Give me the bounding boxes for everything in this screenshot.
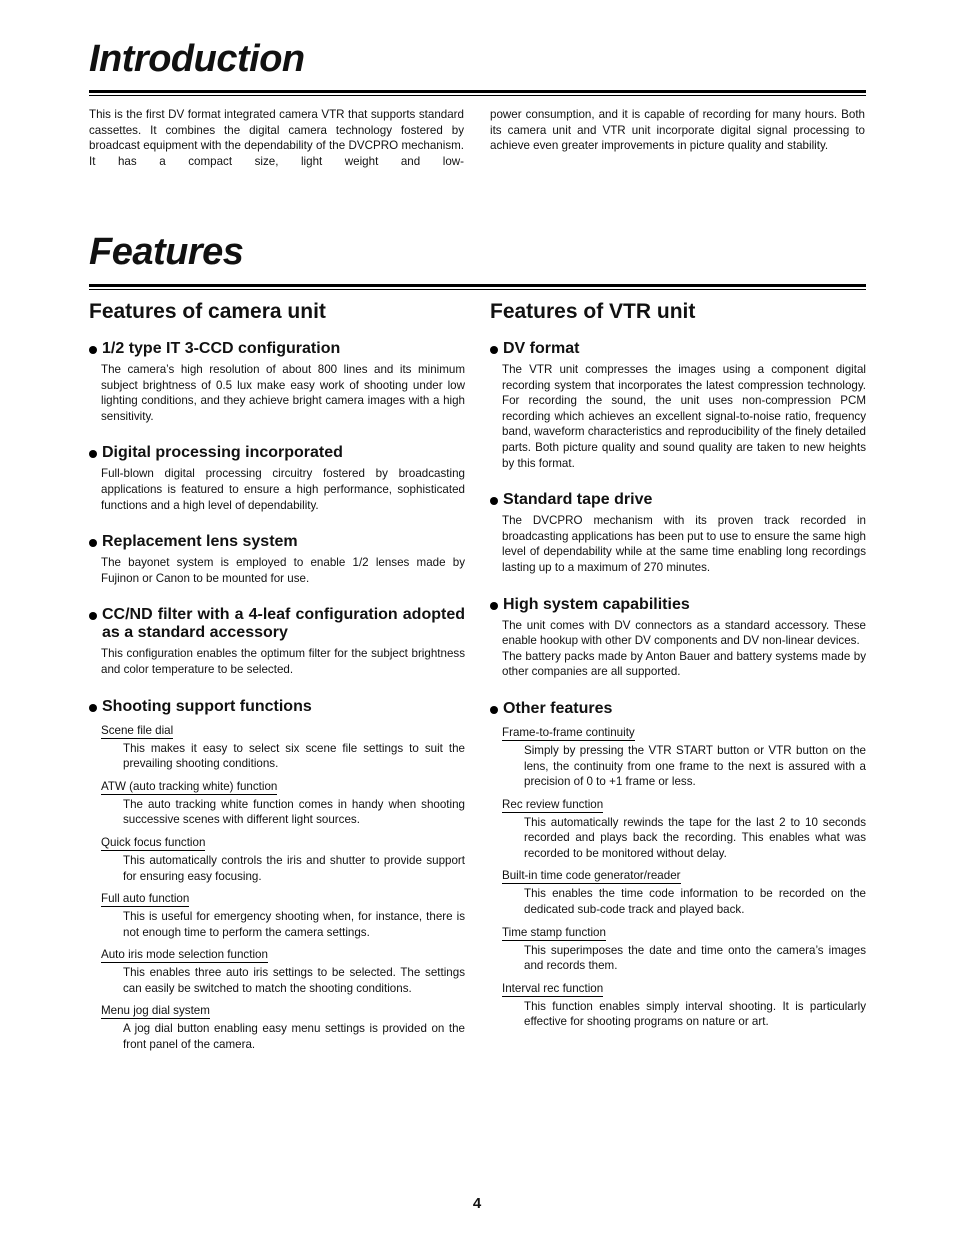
- subfeature-label: Menu jog dial system: [101, 1004, 210, 1018]
- feature-dv-format: [490, 340, 866, 471]
- feature-title: CC/ND filter with a 4-leaf configuration adopted as a standard accessory: [102, 606, 465, 642]
- subfeature-label: Scene file dial: [101, 723, 174, 737]
- subfeature-label: Frame-to-frame continuity: [502, 725, 635, 739]
- subfeature-body: This automatically controls the iris and shutter to provide support for ensuring easy focusing.: [123, 853, 465, 883]
- bullet-icon: [490, 346, 498, 354]
- subfeature-body: This function enables simply interval shooting. It is particularly effective for shooting programs on nature or art.: [524, 999, 866, 1029]
- feature-title: High system capabilities: [503, 595, 690, 613]
- feature-body: The battery packs made by Anton Bauer and battery systems made by other companies are all supported.: [502, 649, 866, 679]
- bullet-icon: [89, 346, 97, 354]
- feature-title: Digital processing incorporated: [102, 444, 343, 462]
- feature-title: Standard tape drive: [503, 491, 653, 509]
- feature-lens: [89, 533, 465, 586]
- feature-body: The bayonet system is employed to enable 1/2 lenses made by Fujinon or Canon to be mounted for use.: [101, 556, 465, 585]
- introduction-rule: [89, 90, 866, 96]
- subfeature-body: This is useful for emergency shooting when, for instance, there is not enough time to perform the camera settings.: [123, 910, 465, 939]
- feature-title: Other features: [503, 699, 613, 717]
- feature-body: The VTR unit compresses the images using a component digital recording system that incorporates the latest compression technology. For recording the sound, the unit uses non-compression PCM recording which achieves an excellent signal-to-noise ratio, frequency band, waveform characteristics and reproducibility of the finely detailed parts. Both picture quality and sound quality are taken to new heights by this format.: [502, 363, 866, 470]
- introduction-text-left: This is the first DV format integrated camera VTR that supports standard cassettes. It combines the digital camera technology fostered by broadcast equipment with the dependability of the DVCPRO mechanism. It has a compact size, light weight and low-: [89, 108, 464, 168]
- introduction-heading: Introduction: [89, 38, 305, 80]
- bullet-icon: [89, 450, 97, 458]
- feature-title: Shooting support functions: [102, 697, 312, 715]
- bullet-icon: [89, 612, 97, 620]
- subfeature-body: The auto tracking white function comes in handy when shooting successive scenes with different light sources.: [123, 797, 465, 827]
- subfeature-label: Auto iris mode selection function: [101, 948, 268, 962]
- feature-body: The unit comes with DV connectors as a standard accessory. These enable hookup with other DV components and DV non-linear devices.: [502, 618, 866, 648]
- feature-ccnd-filter: [89, 606, 465, 677]
- bullet-icon: [490, 497, 498, 505]
- feature-title: Replacement lens system: [102, 533, 298, 551]
- subfeature-label: Time stamp function: [502, 925, 606, 939]
- subfeature-label: Built-in time code generator/reader: [502, 869, 681, 883]
- features-rule: [89, 284, 866, 290]
- feature-shooting-support: [89, 698, 465, 1053]
- bullet-icon: [89, 539, 97, 547]
- feature-title: 1/2 type IT 3-CCD configuration: [102, 340, 341, 357]
- subfeature-label: Quick focus function: [101, 835, 206, 849]
- feature-other: [490, 700, 866, 1030]
- subfeature-body: Simply by pressing the VTR START button or VTR button on the lens, the continuity from one frame to the next is assured with a precision of 0 to +1 frame or less.: [524, 743, 866, 789]
- subfeature-label: Full auto function: [101, 892, 190, 906]
- feature-body: The camera’s high resolution of about 800 lines and its minimum subject brightness of 0.5 lux make easy work of shooting under low lighting conditions, and they achieve bright camera images with a high sensitivity.: [101, 363, 465, 423]
- subfeature-body: A jog dial button enabling easy menu settings is provided on the front panel of the camera.: [123, 1022, 465, 1052]
- feature-ccd: [89, 340, 465, 424]
- feature-body: Full-blown digital processing circuitry fostered by broadcasting applications is featured to ensure a high performance, sophisticated functions and a high level of dependability.: [101, 467, 465, 512]
- feature-digital-processing: [89, 444, 465, 513]
- features-heading: Features: [89, 231, 244, 273]
- bullet-icon: [490, 706, 498, 714]
- subfeature-body: This enables three auto iris settings to be selected. The settings can easily be switched to match the shooting conditions.: [123, 966, 465, 995]
- introduction-text-right: power consumption, and it is capable of recording for many hours. Both its camera unit and VTR unit incorporate digital signal processing to achieve even greater improvements in picture quality and stability.: [490, 108, 865, 153]
- vtr-unit-column: [490, 300, 866, 1050]
- subfeature-label: Rec review function: [502, 797, 604, 811]
- feature-tape-drive: [490, 491, 866, 575]
- feature-body: This configuration enables the optimum filter for the subject brightness and color temperature to be selected.: [101, 647, 465, 676]
- subfeature-body: This automatically rewinds the tape for the last 2 to 10 seconds recorded and plays back the recording. This enables what was recorded to be monitored without delay.: [524, 815, 866, 860]
- bullet-icon: [89, 704, 97, 712]
- camera-unit-heading: Features of camera unit: [89, 300, 326, 323]
- vtr-unit-heading: Features of VTR unit: [490, 300, 696, 323]
- feature-title: DV format: [503, 340, 580, 357]
- camera-unit-column: [89, 300, 465, 1073]
- bullet-icon: [490, 602, 498, 610]
- subfeature-body: This enables the time code information to be recorded on the dedicated sub-code track and played back.: [524, 887, 866, 917]
- subfeature-body: This superimposes the date and time onto the camera’s images and records them.: [524, 943, 866, 973]
- subfeature-body: This makes it easy to select six scene file settings to suit the prevailing shooting conditions.: [123, 741, 465, 771]
- subfeature-label: ATW (auto tracking white) function: [101, 779, 278, 793]
- feature-body: The DVCPRO mechanism with its proven track recorded in broadcasting applications has been put to use to ensure the same high level of dependability while at the same time enabling long recordings lasting up to a maximum of 270 minutes.: [502, 514, 866, 574]
- subfeature-label: Interval rec function: [502, 981, 604, 995]
- feature-system-capabilities: [490, 596, 866, 680]
- page-number: 4: [472, 1195, 482, 1212]
